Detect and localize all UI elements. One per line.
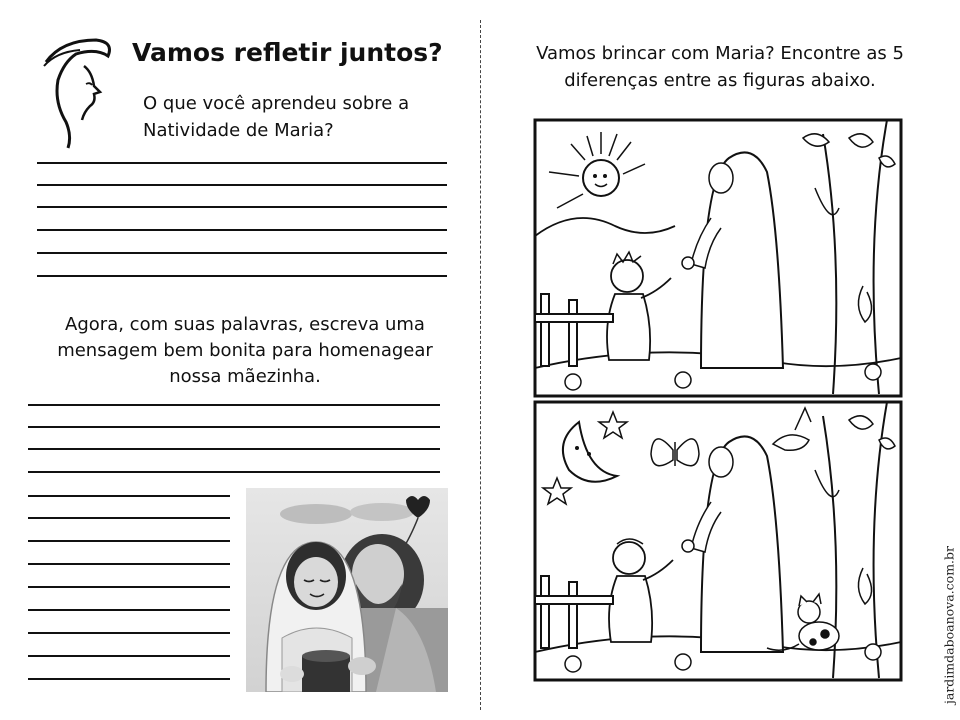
answer-line	[28, 517, 230, 519]
butterfly-icon	[651, 439, 699, 466]
question-message: Agora, com suas palavras, escreva uma mensagem bem bonita para homenagear nossa mãezinha.	[57, 314, 433, 387]
answer-line	[28, 609, 230, 611]
answer-line	[37, 162, 447, 164]
answer-line	[28, 426, 440, 428]
scene-top	[533, 118, 903, 398]
question-nativity: O que você aprendeu sobre a Natividade de Maria?	[143, 93, 410, 141]
answer-line	[28, 563, 230, 565]
answer-line	[37, 184, 447, 186]
answer-line	[28, 448, 440, 450]
answer-line	[28, 495, 230, 497]
answer-line	[37, 275, 447, 277]
differences-instructions: Vamos brincar com Maria? Encontre as 5 diferenças entre as figuras abaixo.	[536, 43, 904, 91]
scene-bottom	[533, 400, 903, 682]
answer-line	[28, 632, 230, 634]
answer-line	[28, 678, 230, 680]
answer-line	[37, 252, 447, 254]
answer-line	[37, 229, 447, 231]
answer-line	[28, 655, 230, 657]
website-credit	[940, 540, 958, 710]
anne-joachim-illustration	[246, 488, 448, 692]
answer-line	[28, 471, 440, 473]
answer-line	[28, 404, 440, 406]
mary-profile-icon	[36, 32, 120, 150]
page-title: Vamos refletir juntos?	[132, 38, 443, 67]
answer-line	[37, 206, 447, 208]
answer-line	[28, 586, 230, 588]
answer-line	[28, 540, 230, 542]
website-credit-text: jardimdaboanova.com.br	[941, 546, 957, 704]
column-divider	[480, 20, 481, 710]
